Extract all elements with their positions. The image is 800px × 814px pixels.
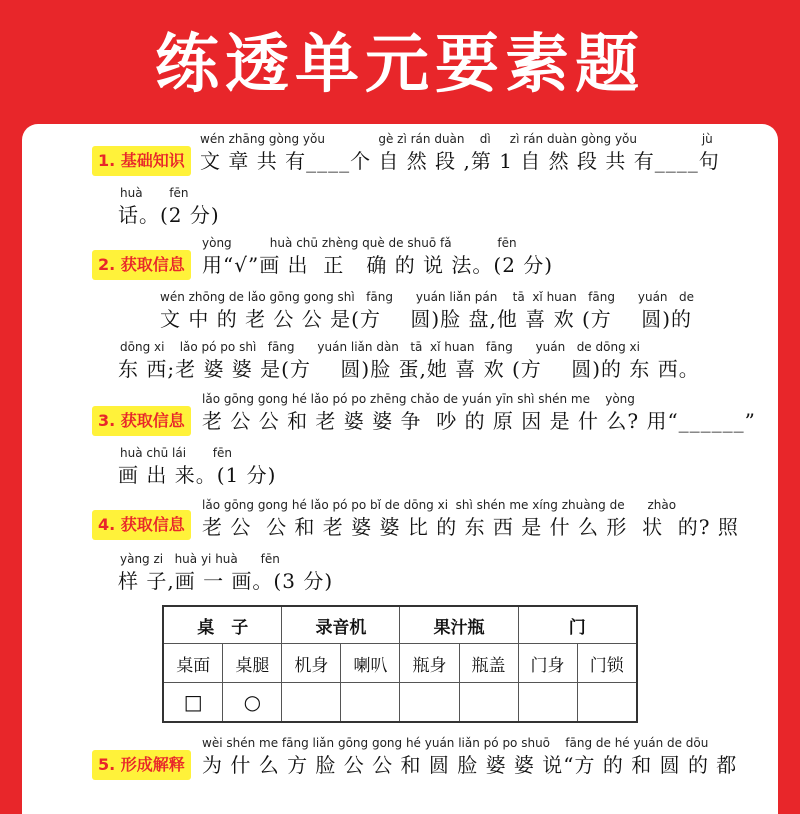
q2-text-3: 东 西;老 婆 婆 是(方 圆)脸 蛋,她 喜 欢 (方 圆)的 东 西。: [118, 357, 700, 381]
banner-title: 练透单元要素题: [155, 28, 645, 102]
q2-pinyin-1: yòng huà chū zhèng què de shuō fǎ fēn: [202, 236, 517, 250]
question-4-tag: 4. 获取信息: [92, 510, 191, 540]
table-header-door: 门: [518, 606, 637, 644]
question-3-tag: 3. 获取信息: [92, 406, 191, 436]
table-sub-bottle-cap: 瓶盖: [459, 644, 518, 683]
table-sub-door-lock: 门锁: [577, 644, 637, 683]
question-1-tag: 1. 基础知识: [92, 146, 191, 176]
q3-pinyin-2: huà chū lái fēn: [120, 446, 232, 460]
q1-text-1: 文 章 共 有____个 自 然 段 ,第 1 自 然 段 共 有____句: [200, 149, 720, 173]
table-cell-blank[interactable]: [577, 683, 637, 723]
table-cell-square-mark: □: [163, 683, 223, 723]
q4-pinyin-2: yàng zi huà yi huà fēn: [120, 552, 280, 566]
table-sub-bottle-body: 瓶身: [400, 644, 459, 683]
table-sub-desk-leg: 桌腿: [223, 644, 282, 683]
table-cell-blank[interactable]: [400, 683, 459, 723]
table-sub-recorder-speaker: 喇叭: [341, 644, 400, 683]
q3-text-1: 老 公 公 和 老 婆 婆 争 吵 的 原 因 是 什 么? 用“______”: [202, 409, 756, 433]
q4-pinyin-1: lǎo gōng gong hé lǎo pó po bǐ de dōng xi shì shén me xíng zhuàng de zhào: [202, 498, 677, 512]
table-sub-door-body: 门身: [518, 644, 577, 683]
worksheet: [22, 124, 778, 814]
q3-pinyin-1: lǎo gōng gong hé lǎo pó po zhēng chǎo de yuán yīn shì shén me yòng: [202, 392, 635, 406]
shape-table: [162, 605, 638, 723]
q1-pinyin-1: wén zhāng gòng yǒu gè zì rán duàn dì zì rán duàn gòng yǒu jù: [200, 132, 713, 146]
q2-text-2: 文 中 的 老 公 公 是(方 圆)脸 盘,他 喜 欢 (方 圆)的: [160, 307, 693, 331]
q4-text-1: 老 公 公 和 老 婆 婆 比 的 东 西 是 什 么 形 状 的? 照: [202, 515, 739, 539]
q2-pinyin-3: dōng xi lǎo pó po shì fāng yuán liǎn dàn tā xǐ huan fāng yuán de dōng xi: [120, 340, 640, 354]
question-2-tag: 2. 获取信息: [92, 250, 191, 280]
q4-text-2: 样 子,画 一 画。(3 分): [118, 569, 334, 593]
q1-text-2: 话。(2 分): [118, 203, 220, 227]
table-cell-circle-mark: ○: [223, 683, 282, 723]
table-header-desk: 桌 子: [163, 606, 282, 644]
table-sub-desk-top: 桌面: [163, 644, 223, 683]
table-cell-blank[interactable]: [459, 683, 518, 723]
q5-text-1: 为 什 么 方 脸 公 公 和 圆 脸 婆 婆 说“方 的 和 圆 的 都: [202, 753, 738, 777]
table-header-juice-bottle: 果汁瓶: [400, 606, 518, 644]
table-sub-recorder-body: 机身: [282, 644, 341, 683]
q2-text-1: 用“√”画 出 正 确 的 说 法。(2 分): [202, 253, 554, 277]
q1-pinyin-2: huà fēn: [120, 186, 189, 200]
table-cell-blank[interactable]: [518, 683, 577, 723]
banner: [0, 0, 800, 118]
q3-text-2: 画 出 来。(1 分): [118, 463, 277, 487]
q5-pinyin-1: wèi shén me fāng liǎn gōng gong hé yuán liǎn pó po shuō fāng de hé yuán de dōu: [202, 736, 709, 750]
table-cell-blank[interactable]: [341, 683, 400, 723]
q2-pinyin-2: wén zhōng de lǎo gōng gong shì fāng yuán liǎn pán tā xǐ huan fāng yuán de: [160, 290, 694, 304]
table-header-recorder: 录音机: [282, 606, 400, 644]
question-5-tag: 5. 形成解释: [92, 750, 191, 780]
table-cell-blank[interactable]: [282, 683, 341, 723]
